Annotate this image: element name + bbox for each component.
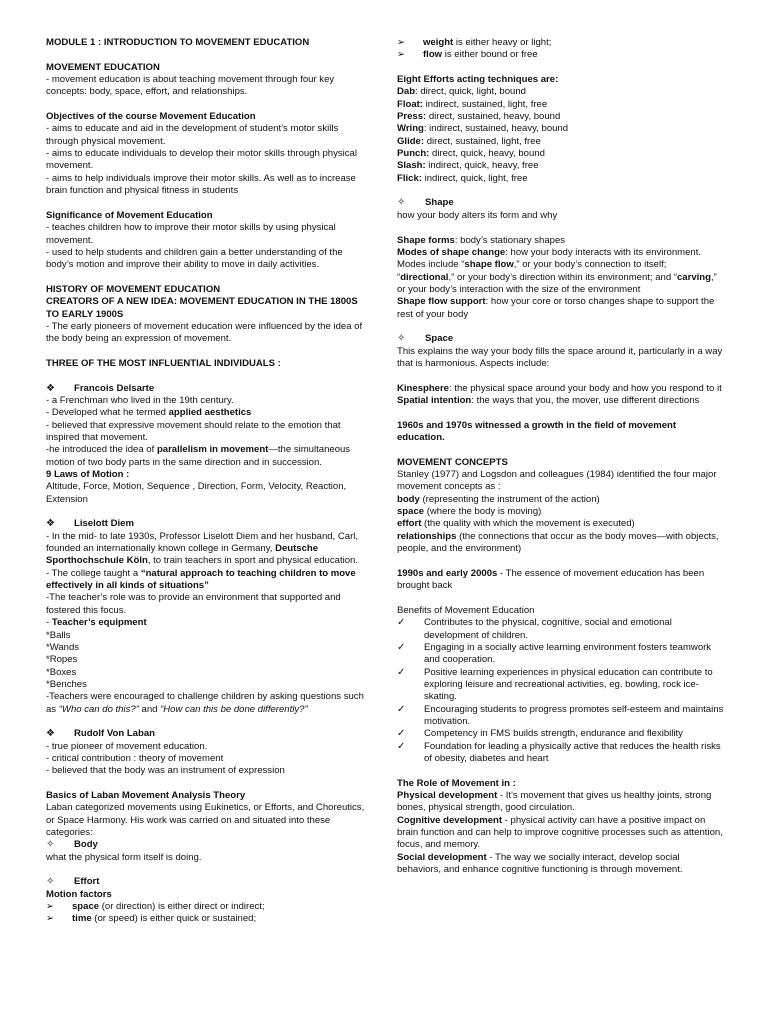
- equipment-item: *Benches: [46, 678, 87, 690]
- shape-text: how your body alters its form and why: [397, 209, 558, 221]
- benefit-item: ✓ Foundation for leading a physically active that reduces the health risks of obesity, diabetes and heart: [397, 740, 721, 764]
- sixties-heading: 1960s and 1970s witnessed a growth in the field of movement education.: [397, 419, 677, 443]
- efforts-heading: Eight Efforts acting techniques are:: [397, 74, 559, 86]
- objective-item: - aims to educate and aid in the development of student’s motor skills through physical movement.: [46, 123, 339, 147]
- diem-line: - In the mid- to late 1930s, Professor Liselott Diem and her husband, Carl, founded an internationally known college in Germany, Deutsche Sporthochschule Köln, to train teachers in sport and physical education.: [46, 530, 359, 567]
- benefit-item: ✓ Encouraging students to progress promotes self-esteem and maintains motivation.: [397, 703, 724, 727]
- body-heading: ✧ Body: [46, 839, 98, 851]
- effort-item: Flick: indirect, quick, light, free: [397, 172, 528, 184]
- star-bullet-icon: ✧: [397, 197, 406, 209]
- spatial-intention: Spatial intention: the ways that you, the mover, use different directions: [397, 394, 700, 406]
- delsarte-line: - believed that expressive movement should relate to the emotion that inspired that movement.: [46, 419, 341, 443]
- benefit-item: ✓ Contributes to the physical, cognitive, social and emotional development of children.: [397, 617, 672, 641]
- diem-heading: [46, 518, 368, 530]
- laban-line: - critical contribution : theory of movement: [46, 752, 224, 764]
- diamond-bullet-icon: ❖: [46, 728, 55, 740]
- diamond-bullet-icon: ❖: [46, 518, 55, 530]
- motion-factor-item: ➢ time (or speed) is either quick or sustained;: [46, 913, 257, 925]
- movement-education-heading: MOVEMENT EDUCATION: [46, 61, 160, 73]
- kinesphere: Kinesphere: the physical space around your body and how you respond to it: [397, 382, 722, 394]
- space-heading: ✧ Space: [397, 333, 454, 345]
- arrow-bullet-icon: ➢: [397, 37, 405, 48]
- laws-heading: 9 Laws of Motion :: [46, 469, 130, 481]
- diamond-bullet-icon: ❖: [46, 382, 55, 394]
- check-icon: ✓: [397, 728, 406, 740]
- shape-heading: ✧ Shape: [397, 197, 454, 209]
- laban-name: Rudolf Von Laban: [74, 728, 155, 740]
- concepts-intro: Stanley (1977) and Logsdon and colleagues (1984) identified the four major movement concepts as :: [397, 469, 717, 493]
- module-title: MODULE 1 : INTRODUCTION TO MOVEMENT EDUCATION: [46, 37, 310, 48]
- motion-factors-heading: Motion factors: [46, 888, 112, 900]
- delsarte-name: Francois Delsarte: [74, 382, 155, 394]
- movement-education-text: - movement education is about teaching movement through four key concepts: body, space, effort, and relationships.: [46, 74, 335, 98]
- effort-item: Slash: indirect, quick, heavy, free: [397, 160, 539, 172]
- check-icon: ✓: [397, 666, 406, 678]
- equipment-item: *Ropes: [46, 654, 78, 666]
- check-icon: ✓: [397, 617, 406, 629]
- significance-heading: Significance of Movement Education: [46, 209, 213, 221]
- diem-name: Liselott Diem: [74, 518, 134, 530]
- effort-item: Dab: direct, quick, light, bound: [397, 86, 526, 98]
- concept-item: relationships (the connections that occur as the body moves—with objects, people, and the environment): [397, 530, 719, 555]
- concept-item: space (where the body is moving): [397, 506, 542, 518]
- diem-line: - The college taught a “natural approach to teaching children to move effectively in all kinds of situations”: [46, 567, 356, 592]
- concept-item: effort (the quality with which the movement is executed): [397, 518, 635, 530]
- equipment-item: *Balls: [46, 629, 71, 641]
- check-icon: ✓: [397, 703, 406, 715]
- effort-item: Wring: indirect, sustained, heavy, bound: [397, 123, 569, 135]
- concept-item: body (representing the instrument of the action): [397, 493, 600, 505]
- arrow-bullet-icon: ➢: [46, 901, 54, 913]
- motion-factor-item: ➢ flow is either bound or free: [397, 49, 538, 61]
- benefit-item: ✓ Competency in FMS builds strength, endurance and flexibility: [397, 728, 683, 740]
- laban-heading: [46, 728, 368, 740]
- equipment-heading: - Teacher’s equipment: [46, 617, 147, 629]
- effort-heading: ✧ Effort: [46, 876, 100, 888]
- delsarte-line: - Developed what he termed applied aesthetics: [46, 407, 252, 419]
- delsarte-line: - a Frenchman who lived in the 19th century.: [46, 394, 234, 406]
- check-icon: ✓: [397, 740, 406, 752]
- nineties-text: 1990s and early 2000s - The essence of movement education has been brought back: [397, 567, 705, 592]
- creators-heading: CREATORS OF A NEW IDEA: MOVEMENT EDUCATION IN THE 1800S TO EARLY 1900S: [46, 296, 358, 320]
- effort-item: Glide: direct, sustained, light, free: [397, 135, 541, 147]
- equipment-item: *Boxes: [46, 666, 77, 678]
- role-item: Social development - The way we socially interact, develop social behaviors, and enhance cognitive functioning is through movement.: [397, 851, 683, 876]
- laban-line: - believed that the body was an instrument of expression: [46, 765, 285, 777]
- benefit-item: ✓ Engaging in a socially active learning environment fosters teamwork and cooperation.: [397, 641, 712, 666]
- benefits-heading: Benefits of Movement Education: [397, 604, 535, 616]
- arrow-bullet-icon: ➢: [46, 913, 54, 925]
- motion-factor-item: ➢ space (or direction) is either direct or indirect;: [46, 901, 265, 913]
- star-bullet-icon: ✧: [46, 876, 55, 888]
- shape-forms: Shape forms: body’s stationary shapes: [397, 234, 566, 246]
- concepts-heading: MOVEMENT CONCEPTS: [397, 456, 508, 468]
- history-heading: HISTORY OF MOVEMENT EDUCATION: [46, 283, 221, 295]
- star-bullet-icon: ✧: [46, 839, 55, 851]
- left-column: [46, 37, 368, 926]
- objective-item: - aims to help individuals improve their motor skills. As well as to increase brain function and physical fitness in students: [46, 172, 356, 197]
- diem-line: -The teacher’s role was to provide an environment that supported and fostered this focus.: [46, 592, 341, 616]
- delsarte-line: -he introduced the idea of parallelism in movement—the simultaneous motion of two body parts in the same direction and in succession.: [46, 444, 351, 468]
- laban-line: - true pioneer of movement education.: [46, 740, 208, 752]
- basics-text: Laban categorized movements using Eukinetics, or Efforts, and Choreutics, or Space Harmony. His work was carried on and situated into these categories:: [46, 802, 365, 838]
- basics-heading: Basics of Laban Movement Analysis Theory: [46, 789, 246, 801]
- space-text: This explains the way your body fills the space around it, particularly in a way that is harmonious. Aspects include:: [397, 345, 723, 369]
- effort-item: Press: direct, sustained, heavy, bound: [397, 111, 561, 123]
- objective-item: - aims to educate individuals to develop their motor skills through physical movement.: [46, 148, 357, 172]
- body-text: what the physical form itself is doing.: [46, 851, 202, 863]
- right-column: [397, 37, 725, 876]
- equipment-item: *Wands: [46, 641, 80, 653]
- diem-line: -Teachers were encouraged to challenge children by asking questions such as “Who can do this?” and “How can this be done differently?”: [46, 691, 364, 715]
- significance-item: - used to help students and children gain a better understanding of the body’s motion and improve their ability to move in daily activities.: [46, 246, 343, 271]
- role-item: Cognitive development - physical activity can have a positive impact on brain function and can help to improve cognitive processes such as attention, focus, and memory.: [397, 814, 723, 851]
- three-individuals-heading: THREE OF THE MOST INFLUENTIAL INDIVIDUALS :: [46, 357, 281, 369]
- check-icon: ✓: [397, 641, 406, 653]
- arrow-bullet-icon: ➢: [397, 49, 405, 61]
- laws-text: Altitude, Force, Motion, Sequence , Direction, Form, Velocity, Reaction, Extension: [46, 481, 347, 505]
- shape-flow-support: Shape flow support: how your core or torso changes shape to support the rest of your body: [397, 296, 715, 320]
- role-heading: The Role of Movement in :: [397, 777, 516, 789]
- pioneers-text: - The early pioneers of movement education were influenced by the idea of the body being an expression of movement.: [46, 320, 363, 345]
- motion-factor-item: ➢ weight is either heavy or light;: [397, 37, 552, 48]
- benefit-item: ✓ Positive learning experiences in physical education can contribute to exploring leisure and recreational activities, eg. bowling, rock ice-skating.: [397, 666, 713, 703]
- significance-item: - teaches children how to improve their motor skills by using physical movement.: [46, 222, 336, 246]
- objectives-heading: Objectives of the course Movement Education: [46, 111, 256, 123]
- star-bullet-icon: ✧: [397, 333, 406, 345]
- effort-item: Float: indirect, sustained, light, free: [397, 98, 548, 110]
- effort-item: Punch: direct, quick, heavy, bound: [397, 148, 545, 160]
- modes-of-shape-change: Modes of shape change: how your body interacts with its environment. Modes include “shape flow,” or your body’s connection to itself; “directional,” or your body’s direction within its environment; and “carving,” or your body’s interaction with the size of the environment: [397, 246, 717, 295]
- role-item: Physical development - It's movement that gives us healthy joints, strong bones, physical strength, good circulation.: [397, 789, 712, 814]
- delsarte-heading: [46, 383, 368, 395]
